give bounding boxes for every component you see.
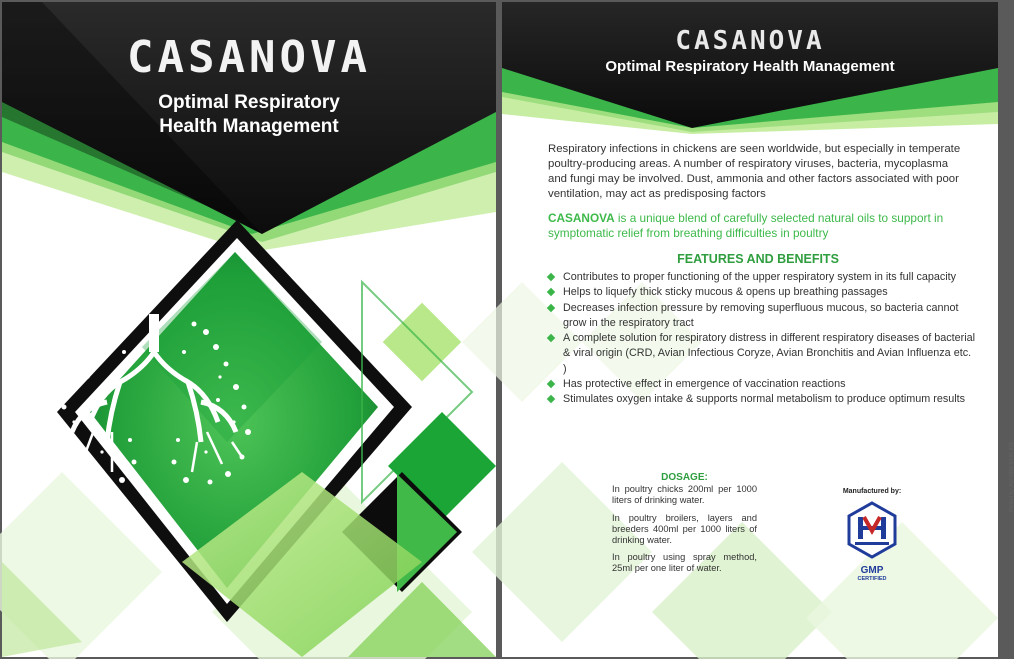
- feature-text: Contributes to proper functioning of the upper respiratory system in its full capacity: [563, 271, 957, 283]
- feature-item: [546, 285, 976, 300]
- bullet-diamond-icon: [547, 303, 555, 311]
- manufactured-by-label: Manufactured by:: [842, 488, 902, 495]
- feature-text: Helps to liquefy thick sticky mucous & opens up breathing passages: [563, 286, 888, 299]
- blend-text: is a unique blend of carefully selected natural oils to support in symptomatic relief from breathing difficulties in poultry: [548, 211, 944, 240]
- bullet-diamond-icon: [547, 273, 555, 281]
- hexamine-logo-icon: [846, 501, 898, 559]
- bullet-diamond-icon: [547, 395, 555, 403]
- cover-brand-block: [2, 32, 496, 139]
- blend-brand: CASANOVA: [548, 211, 615, 225]
- product-name-title: CASANOVA: [127, 32, 371, 83]
- feature-item: [546, 301, 976, 332]
- bullet-diamond-icon: [547, 380, 555, 388]
- dosage-section: [612, 472, 757, 581]
- bullet-diamond-icon: [547, 288, 555, 296]
- tagline-line-2: Health Management: [159, 116, 339, 137]
- feature-item: [546, 331, 976, 377]
- feature-item: [546, 392, 976, 407]
- product-tagline-small: Optimal Respiratory Health Management: [605, 58, 895, 75]
- gmp-certified: CERTIFIED: [857, 576, 887, 582]
- feature-item: [546, 377, 976, 392]
- back-brand-block: [502, 26, 998, 75]
- feature-text: A complete solution for respiratory distress in different respiratory diseases of bacterial & viral origin (CRD, Avian Infectious Coryze, Avian Bronchitis and Avian Influenza etc. ): [563, 332, 976, 375]
- dosage-line: In poultry broilers, layers and breeders 400ml per 1000 liters of drinking water.: [612, 512, 757, 546]
- gmp-mark: GMP: [860, 565, 884, 576]
- printed-by-note: Printed by: Asif 0306 94 97 475: [1008, 442, 1014, 512]
- blend-statement: [548, 211, 968, 241]
- dosage-title: DOSAGE:: [661, 472, 708, 483]
- intro-paragraph: Respiratory infections in chickens are seen worldwide, but especially in temperate poultry-producing areas. A number of respiratory viruses, bacteria, mycoplasma and fungi may be involved. Dust, ammonia and other factors associated with poor ventilation, may act as predisposing factors: [548, 143, 961, 200]
- feature-item: [546, 270, 976, 285]
- manufacturer-block: [822, 488, 922, 582]
- features-list: [546, 270, 976, 408]
- feature-text: Has protective effect in emergence of vaccination reactions: [563, 378, 846, 391]
- dosage-line: In poultry chicks 200ml per 1000 liters of drinking water.: [612, 484, 757, 506]
- front-cover-page: [2, 2, 496, 657]
- tagline-line-1: Optimal Respiratory: [158, 92, 340, 113]
- product-name-small: CASANOVA: [675, 26, 825, 56]
- bullet-diamond-icon: [547, 334, 555, 342]
- feature-text: Decreases infection pressure by removing superfluous mucous, so bacteria cannot grow in the respiratory tract: [563, 301, 959, 329]
- dosage-line: In poultry using spray method, 25ml per one liter of water.: [612, 552, 757, 574]
- product-tagline: [2, 91, 496, 139]
- back-info-page: [502, 2, 1014, 657]
- feature-text: Stimulates oxygen intake & supports normal metabolism to produce optimum results: [563, 393, 966, 406]
- features-heading: FEATURES AND BENEFITS: [677, 252, 839, 266]
